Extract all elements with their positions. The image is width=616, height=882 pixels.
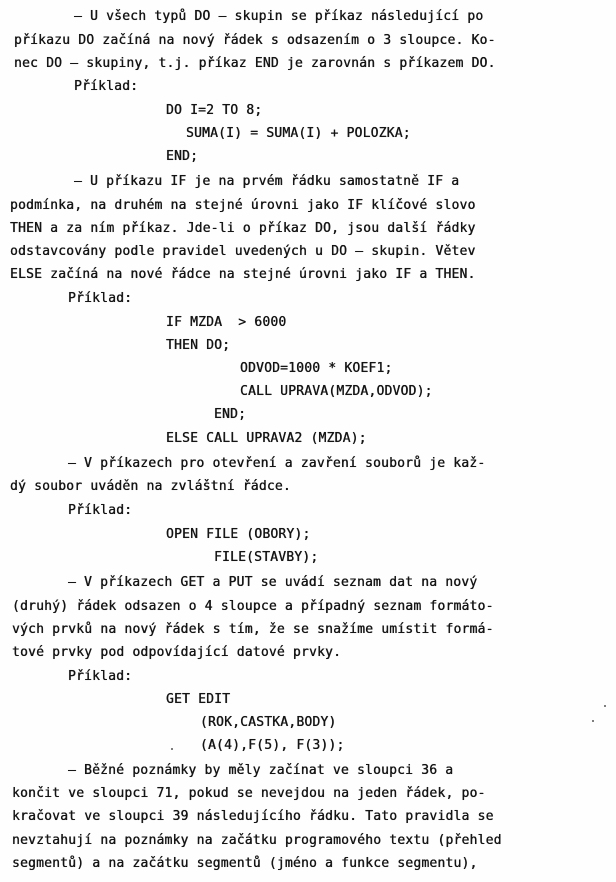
code-line: OPEN FILE (OBORY);	[166, 527, 311, 542]
text-line: nec DO – skupiny, t.j. příkaz END je zarovnán s příkazem DO.	[14, 56, 496, 71]
code-line: FILE(STAVBY);	[214, 550, 319, 565]
code-line: CALL UPRAVA(MZDA,ODVOD);	[240, 384, 433, 399]
code-line: SUMA(I) = SUMA(I) + POLOZKA;	[186, 126, 411, 141]
code-line: ELSE CALL UPRAVA2 (MZDA);	[166, 431, 367, 446]
text-line: podmínka, na druhém na stejné úrovni jako IF klíčové slovo	[10, 198, 476, 213]
text-line: ELSE začíná na nové řádce na stejné úrovni jako IF a THEN.	[10, 267, 476, 282]
example-label: Příklad:	[74, 79, 139, 94]
speck-mark	[171, 748, 173, 750]
text-line: příkazu DO začíná na nový řádek s odsazením o 3 sloupce. Ko-	[14, 33, 496, 48]
speck-mark	[592, 720, 594, 722]
text-line: tové prvky pod odpovídající datové prvky.	[12, 645, 342, 660]
text-line: odstavcovány podle pravidel uvedených u DO – skupin. Větev	[10, 244, 476, 259]
code-line: END;	[214, 407, 247, 422]
speck-mark	[604, 705, 606, 707]
code-line: IF MZDA > 6000	[166, 315, 287, 330]
text-line: kračovat ve sloupci 39 následujícího řádku. Tato pravidla se	[12, 809, 494, 824]
text-line: – V příkazech GET a PUT se uvádí seznam dat na nový	[68, 575, 478, 590]
text-line: – U příkazu IF je na prvém řádku samostatně IF a	[74, 174, 460, 189]
code-line: THEN DO;	[166, 338, 231, 353]
text-line: segmentů) a na začátku segmentů (jméno a funkce segmentu),	[12, 856, 478, 871]
text-line: – Běžné poznámky by měly začínat ve sloupci 36 a	[68, 763, 454, 778]
code-line: ODVOD=1000 * KOEF1;	[240, 361, 393, 376]
code-line: GET EDIT	[166, 692, 231, 707]
text-line: končit ve sloupci 71, pokud se nevejdou na jeden řádek, po-	[12, 786, 486, 801]
text-line: nevztahují na poznámky na začátku programového textu (přehled	[12, 833, 502, 848]
text-line: – U všech typů DO – skupin se příkaz následující po	[74, 9, 484, 24]
text-line: dý soubor uváděn na zvláštní řádce.	[10, 479, 291, 494]
example-label: Příklad:	[68, 503, 133, 518]
text-line: – V příkazech pro otevření a zavření souborů je kaž-	[68, 456, 486, 471]
code-line: END;	[166, 149, 199, 164]
example-label: Příklad:	[68, 291, 133, 306]
text-line: (druhý) řádek odsazen o 4 sloupce a případný seznam formáto-	[12, 599, 494, 614]
code-line: (ROK,CASTKA,BODY)	[200, 715, 337, 730]
example-label: Příklad:	[68, 669, 133, 684]
text-line: THEN a za ním příkaz. Jde-li o příkaz DO, jsou další řádky	[10, 221, 476, 236]
code-line: (A(4),F(5), F(3));	[200, 738, 345, 753]
text-line: vých prvků na nový řádek s tím, že se snažíme umístit formá-	[12, 622, 494, 637]
code-line: DO I=2 TO 8;	[166, 103, 263, 118]
